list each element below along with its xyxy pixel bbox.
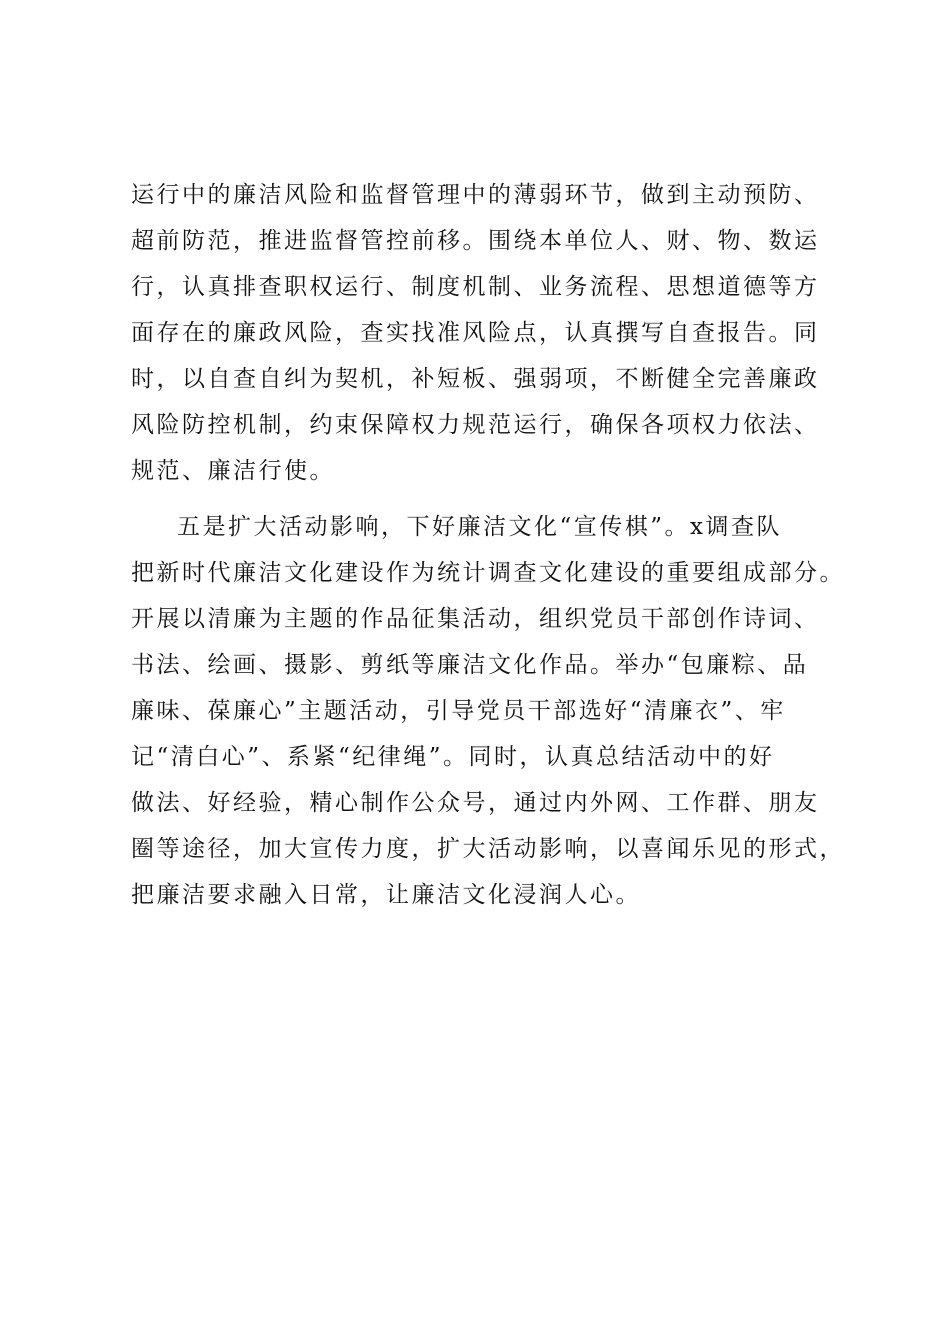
- paragraph-line: 五是扩大活动影响，下好廉洁文化“宣传棋”。x调查队: [177, 514, 782, 540]
- paragraph-line: 把廉洁要求融入日常，让廉洁文化浸润人心。: [131, 882, 641, 908]
- paragraph-line: 风险防控机制，约束保障权力规范运行，确保各项权力依法、: [131, 412, 820, 438]
- paragraph-line: 规范、廉洁行使。: [131, 458, 335, 484]
- paragraph-line: 时，以自查自纠为契机，补短板、强弱项，不断健全完善廉政: [131, 366, 820, 392]
- paragraph-line: 做法、好经验，精心制作公众号，通过内外网、工作群、朋友: [131, 790, 820, 816]
- paragraph-line: 超前防范，推进监督管控前移。围绕本单位人、财、物、数运: [131, 228, 820, 254]
- paragraph-line: 开展以清廉为主题的作品征集活动，组织党员干部创作诗词、: [131, 606, 820, 632]
- paragraph-line: 廉味、葆廉心”主题活动，引导党员干部选好“清廉衣”、牢: [131, 698, 786, 724]
- paragraph-line: 面存在的廉政风险，查实找准风险点，认真撰写自查报告。同: [131, 320, 820, 346]
- paragraph-2: [131, 504, 845, 918]
- paragraph-line: 记“清白心”、系紧“纪律绳”。同时，认真总结活动中的好: [131, 744, 775, 770]
- paragraph-1: [131, 172, 831, 494]
- paragraph-line: 圈等途径，加大宣传力度，扩大活动影响，以喜闻乐见的形式，: [131, 836, 845, 862]
- paragraph-line: 运行中的廉洁风险和监督管理中的薄弱环节，做到主动预防、: [131, 182, 820, 208]
- paragraph-line: 书法、绘画、摄影、剪纸等廉洁文化作品。举办“包廉粽、品: [131, 652, 809, 678]
- paragraph-line: 行，认真排查职权运行、制度机制、业务流程、思想道德等方: [131, 274, 820, 300]
- paragraph-line: 把新时代廉洁文化建设作为统计调查文化建设的重要组成部分。: [131, 560, 845, 586]
